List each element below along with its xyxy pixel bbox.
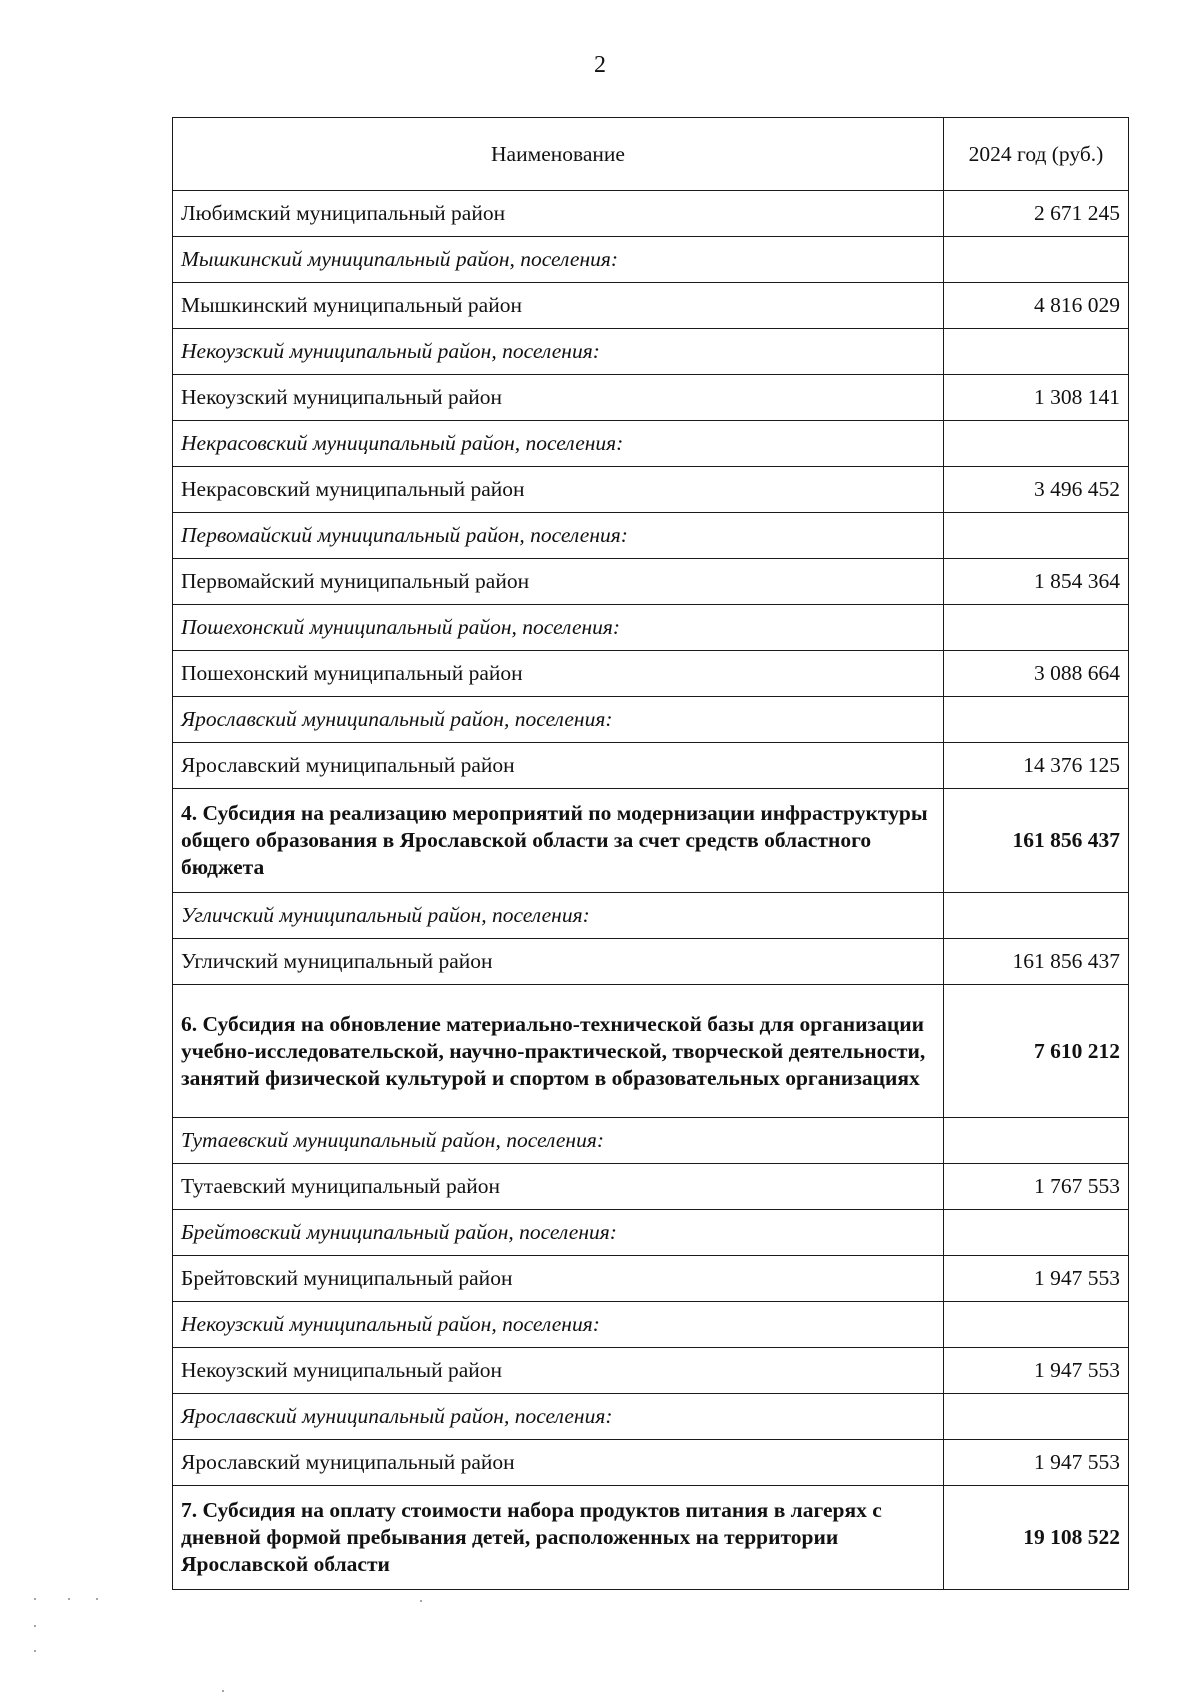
- subheader-row: [173, 1394, 1129, 1440]
- row-name: 7. Субсидия на оплату стоимости набора продуктов питания в лагерях с дневной формой пребывания детей, расположенных на территории Ярославской области: [173, 1486, 944, 1590]
- row-name: Брейтовский муниципальный район, поселения:: [173, 1210, 944, 1256]
- row-name: 6. Субсидия на обновление материально-технической базы для организации учебно-исследовательской, научно-практической, творческой деятельности, занятий физической культурой и спортом в образовательных организациях: [173, 985, 944, 1118]
- subheader-row: [173, 513, 1129, 559]
- row-name: Некоузский муниципальный район: [173, 1348, 944, 1394]
- row-value: [944, 329, 1129, 375]
- row-value: [944, 697, 1129, 743]
- row-value: 2 671 245: [944, 191, 1129, 237]
- row-value: 14 376 125: [944, 743, 1129, 789]
- subheader-row: [173, 1118, 1129, 1164]
- row-name: Ярославский муниципальный район, поселения:: [173, 1394, 944, 1440]
- row-value: [944, 1118, 1129, 1164]
- scan-speck: [222, 1690, 224, 1692]
- row-value: [944, 605, 1129, 651]
- row-name: Некоузский муниципальный район: [173, 375, 944, 421]
- table-row: [173, 1256, 1129, 1302]
- scan-speck: [34, 1625, 36, 1627]
- subheader-row: [173, 893, 1129, 939]
- scan-speck: [420, 1600, 422, 1602]
- row-value: [944, 237, 1129, 283]
- row-name: Пошехонский муниципальный район, поселения:: [173, 605, 944, 651]
- row-name: Угличский муниципальный район: [173, 939, 944, 985]
- row-name: Некоузский муниципальный район, поселения:: [173, 1302, 944, 1348]
- subheader-row: [173, 421, 1129, 467]
- table-row: [173, 1440, 1129, 1486]
- table-row: [173, 939, 1129, 985]
- table-row: [173, 283, 1129, 329]
- row-value: [944, 893, 1129, 939]
- table-row: [173, 743, 1129, 789]
- subheader-row: [173, 1302, 1129, 1348]
- subheader-row: [173, 605, 1129, 651]
- subheader-row: [173, 697, 1129, 743]
- row-name: Брейтовский муниципальный район: [173, 1256, 944, 1302]
- row-name: Первомайский муниципальный район, поселения:: [173, 513, 944, 559]
- row-name: 4. Субсидия на реализацию мероприятий по модернизации инфраструктуры общего образования в Ярославской области за счет средств областного бюджета: [173, 789, 944, 893]
- row-value: [944, 421, 1129, 467]
- table-header-row: [173, 118, 1129, 191]
- scan-speck: [34, 1598, 36, 1600]
- row-value: [944, 1302, 1129, 1348]
- row-value: 1 767 553: [944, 1164, 1129, 1210]
- row-name: Некрасовский муниципальный район, поселения:: [173, 421, 944, 467]
- row-value: 161 856 437: [944, 939, 1129, 985]
- row-value: [944, 1394, 1129, 1440]
- budget-table: [172, 117, 1129, 1590]
- row-name: Любимский муниципальный район: [173, 191, 944, 237]
- scan-speck: [34, 1650, 36, 1652]
- row-name: Пошехонский муниципальный район: [173, 651, 944, 697]
- subheader-row: [173, 237, 1129, 283]
- row-value: [944, 1210, 1129, 1256]
- row-name: Угличский муниципальный район, поселения:: [173, 893, 944, 939]
- table-row: [173, 1348, 1129, 1394]
- subheader-row: [173, 329, 1129, 375]
- row-value: 161 856 437: [944, 789, 1129, 893]
- row-value: 19 108 522: [944, 1486, 1129, 1590]
- table-row: [173, 375, 1129, 421]
- table-row: [173, 191, 1129, 237]
- table-body: [173, 191, 1129, 1590]
- table-row: [173, 559, 1129, 605]
- row-name: Мышкинский муниципальный район: [173, 283, 944, 329]
- scan-speck: [68, 1598, 70, 1600]
- row-name: Тутаевский муниципальный район: [173, 1164, 944, 1210]
- table-row: [173, 1164, 1129, 1210]
- table-row: [173, 467, 1129, 513]
- row-value: 1 947 553: [944, 1440, 1129, 1486]
- section-row: [173, 789, 1129, 893]
- header-name: Наименование: [173, 118, 944, 191]
- row-value: 1 947 553: [944, 1348, 1129, 1394]
- row-value: 4 816 029: [944, 283, 1129, 329]
- row-name: Ярославский муниципальный район, поселения:: [173, 697, 944, 743]
- row-value: 7 610 212: [944, 985, 1129, 1118]
- row-value: 1 854 364: [944, 559, 1129, 605]
- row-name: Тутаевский муниципальный район, поселения:: [173, 1118, 944, 1164]
- header-value: 2024 год (руб.): [944, 118, 1129, 191]
- row-name: Некрасовский муниципальный район: [173, 467, 944, 513]
- row-name: Некоузский муниципальный район, поселения:: [173, 329, 944, 375]
- row-value: 1 947 553: [944, 1256, 1129, 1302]
- row-value: 3 088 664: [944, 651, 1129, 697]
- subheader-row: [173, 1210, 1129, 1256]
- table-row: [173, 651, 1129, 697]
- row-value: [944, 513, 1129, 559]
- page-number: 2: [594, 52, 606, 78]
- row-value: 1 308 141: [944, 375, 1129, 421]
- row-name: Мышкинский муниципальный район, поселения:: [173, 237, 944, 283]
- section-row: [173, 1486, 1129, 1590]
- row-name: Первомайский муниципальный район: [173, 559, 944, 605]
- scan-speck: [96, 1598, 98, 1600]
- section-row: [173, 985, 1129, 1118]
- row-name: Ярославский муниципальный район: [173, 1440, 944, 1486]
- row-value: 3 496 452: [944, 467, 1129, 513]
- row-name: Ярославский муниципальный район: [173, 743, 944, 789]
